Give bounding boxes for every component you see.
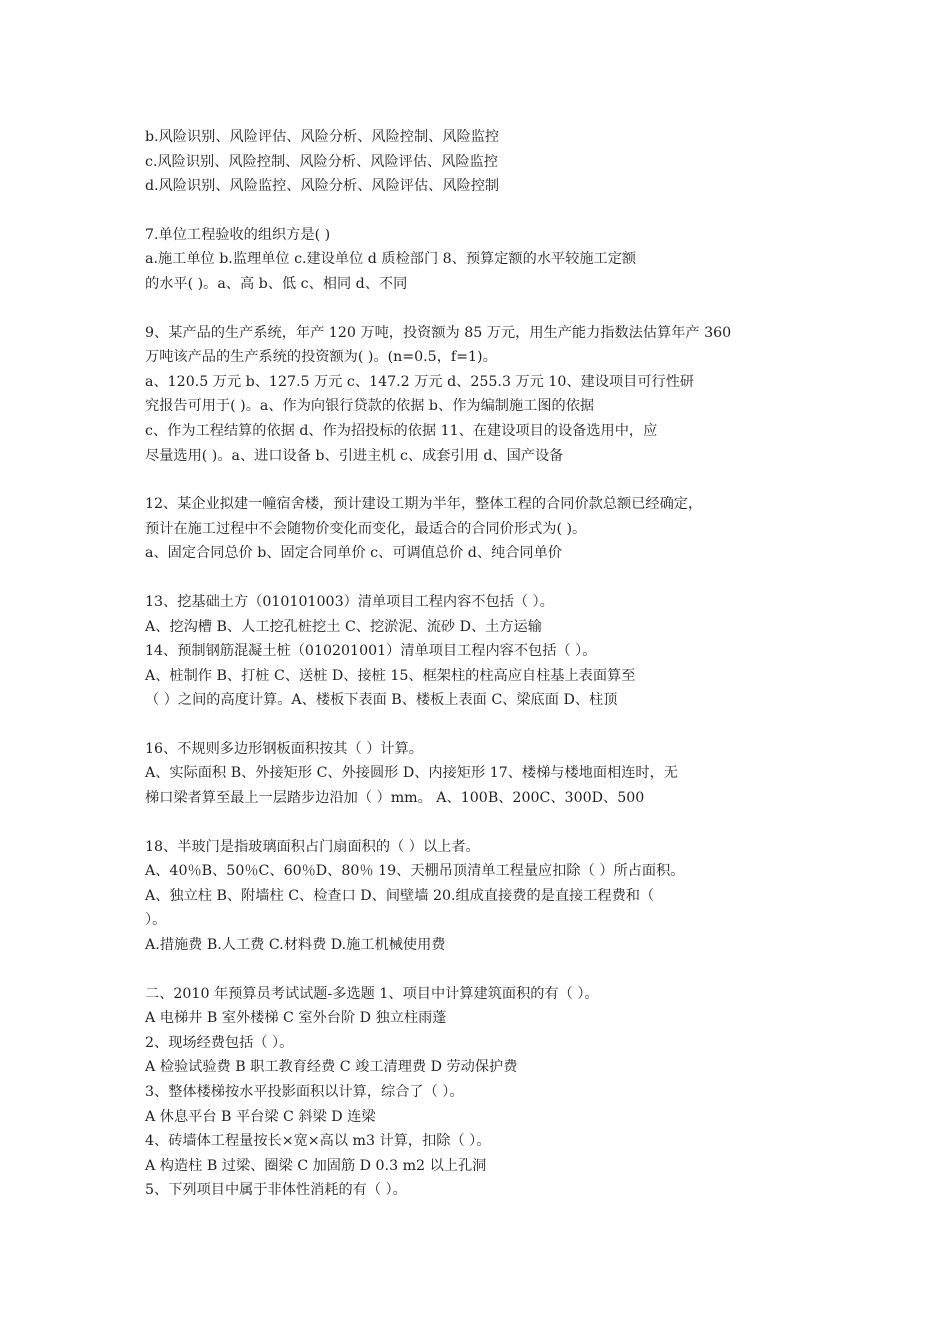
text-line: a、120.5 万元 b、127.5 万元 c、147.2 万元 d、255.3 万元 10、建设项目可行性研: [145, 373, 695, 390]
text-line: A、挖沟槽 B、人工挖孔桩挖土 C、挖淤泥、流砂 D、土方运输: [145, 618, 542, 635]
text-line: A、40％B、50％C、60％D、80％ 19、天棚吊顶清单工程量应扣除（ ）所占面积。: [145, 863, 685, 880]
text-line: 预计在施工过程中不会随物价变化而变化，最适合的合同价形式为( )。: [145, 520, 587, 537]
text-line: 尽量选用( )。a、进口设备 b、引进主机 c、成套引用 d、国产设备: [145, 447, 564, 464]
question-block: [145, 737, 810, 811]
text-line: A 检验试验费 B 职工教育经费 C 竣工清理费 D 劳动保护费: [145, 1059, 518, 1076]
text-line: 18、半玻门是指玻璃面积占门扇面积的（ ）以上者。: [145, 838, 480, 855]
text-line: 12、某企业拟建一幢宿舍楼，预计建设工期为半年，整体工程的合同价款总额已经确定，: [145, 496, 703, 513]
text-line: 16、不规则多边形钢板面积按其（ ）计算。: [145, 740, 423, 757]
text-line: A.措施费 B.人工费 C.材料费 D.施工机械使用费: [145, 937, 446, 954]
text-line: A 休息平台 B 平台梁 C 斜梁 D 连梁: [145, 1108, 376, 1125]
text-line: 4、砖墙体工程量按长×宽×高以 m3 计算，扣除（ ）。: [145, 1133, 491, 1150]
text-line: 3、整体楼梯按水平投影面积以计算，综合了（ ）。: [145, 1084, 464, 1100]
question-block: [145, 321, 810, 469]
paragraph-gap: [145, 713, 810, 737]
text-line: 7.单位工程验收的组织方是( ): [145, 226, 331, 243]
text-line: c、作为工程结算的依据 d、作为招投标的依据 11、在建设项目的设备选用中，应: [145, 422, 658, 439]
text-line: A、实际面积 B、外接矩形 C、外接圆形 D、内接矩形 17、楼梯与楼地面相连时，无: [145, 765, 678, 782]
text-line: 2、现场经费包括（ ）。: [145, 1034, 294, 1051]
text-line: a、固定合同总价 b、固定合同单价 c、可调值总价 d、纯合同单价: [145, 545, 562, 562]
text-line: c.风险识别、风险控制、风险分析、风险评估、风险监控: [145, 153, 498, 170]
paragraph-gap: [145, 297, 810, 321]
paragraph-gap: [145, 566, 810, 590]
text-line: a.施工单位 b.监理单位 c.建设单位 d 质检部门 8、预算定额的水平较施工定额: [145, 251, 637, 268]
text-line: 万吨该产品的生产系统的投资额为( )。(n=0.5，f=1)。: [145, 349, 497, 366]
text-line: 的水平( )。a、高 b、低 c、相同 d、不同: [145, 275, 408, 292]
text-line: 梯口梁者算至最上一层踏步边沿加（ ）mm。 A、100B、200C、300D、500: [145, 790, 645, 807]
paragraph-gap: [145, 958, 810, 982]
text-line: b.风险识别、风险评估、风险分析、风险控制、风险监控: [145, 129, 500, 145]
paragraph-gap: [145, 199, 810, 223]
text-line: 5、下列项目中属于非体性消耗的有（ ）。: [145, 1182, 407, 1199]
question-block: [145, 125, 810, 199]
question-block: [145, 223, 810, 297]
question-block: [145, 835, 810, 958]
text-line: A、独立柱 B、附墙柱 C、检查口 D、间壁墙 20.组成直接费的是直接工程费和（: [145, 887, 655, 904]
text-line: 13、挖基础土方（010101003）清单项目工程内容不包括（ ）。: [145, 593, 554, 610]
text-line: d.风险识别、风险监控、风险分析、风险评估、风险控制: [145, 178, 500, 195]
text-line: ）。: [145, 912, 167, 929]
question-block: [145, 492, 810, 566]
text-line: （ ）之间的高度计算。A、楼板下表面 B、楼板上表面 C、梁底面 D、柱顶: [145, 692, 618, 709]
text-line: 究报告可用于( )。a、作为向银行贷款的依据 b、作为编制施工图的依据: [145, 398, 595, 415]
text-line: A 电梯井 B 室外楼梯 C 室外台阶 D 独立柱雨蓬: [145, 1010, 447, 1027]
document-body: [145, 125, 810, 1203]
text-line: 14、预制钢筋混凝土桩（010201001）清单项目工程内容不包括（ ）。: [145, 643, 597, 660]
question-block: [145, 590, 810, 713]
text-line: A、桩制作 B、打桩 C、送桩 D、接桩 15、框架柱的柱高应自柱基上表面算至: [145, 667, 636, 684]
text-line: A 构造柱 B 过梁、圈梁 C 加固筋 D 0.3 m2 以上孔洞: [145, 1157, 487, 1174]
text-line: 9、某产品的生产系统，年产 120 万吨，投资额为 85 万元，用生产能力指数法估算年产 360: [145, 324, 732, 341]
text-line: 二、2010 年预算员考试试题-多选题 1、项目中计算建筑面积的有（ ）。: [145, 985, 599, 1002]
question-block: [145, 982, 810, 1203]
paragraph-gap: [145, 468, 810, 492]
paragraph-gap: [145, 811, 810, 835]
